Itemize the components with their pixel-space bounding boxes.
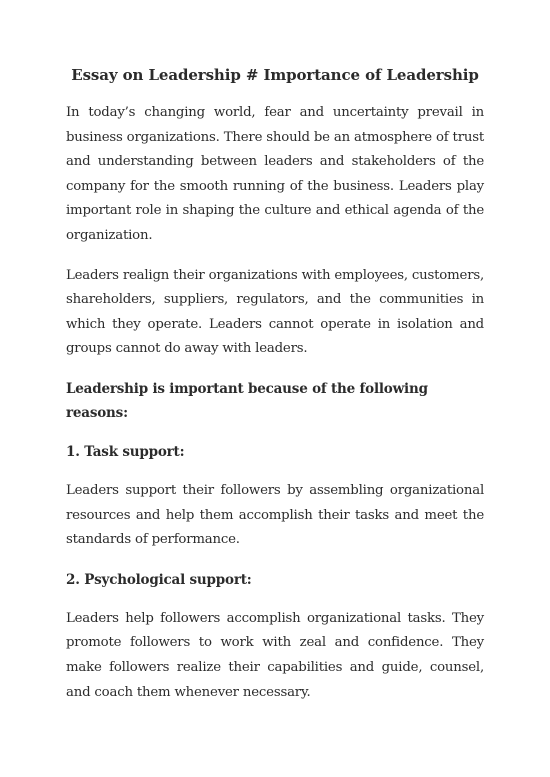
document-title: Essay on Leadership # Importance of Leadership <box>71 66 479 84</box>
section-heading: Leadership is important because of the following reasons: <box>66 380 428 421</box>
point-heading-psychological-support: 2. Psychological support: <box>66 571 252 588</box>
point-text-psychological-support: Leaders help followers accomplish organizational tasks. They promote followers to work with zeal and confidence. They make followers realize their capabilities and guide, counsel, and coach them whenever necessary. <box>66 610 484 700</box>
document-page <box>66 64 484 720</box>
point-heading-task-support: 1. Task support: <box>66 443 185 460</box>
intro-paragraph: In today’s changing world, fear and uncertainty prevail in business organizations. There should be an atmosphere of trust and understanding between leaders and stakeholders of the company for the smooth running of the business. Leaders play important role in shaping the culture and ethical agenda of the organization. <box>66 105 484 243</box>
realign-paragraph: Leaders realign their organizations with employees, customers, shareholders, suppliers, regulators, and the communities in which they operate. Leaders cannot operate in isolation and groups cannot do away with leaders. <box>66 267 484 357</box>
point-text-task-support: Leaders support their followers by assembling organizational resources and help them accomplish their tasks and meet the standards of performance. <box>66 482 484 548</box>
